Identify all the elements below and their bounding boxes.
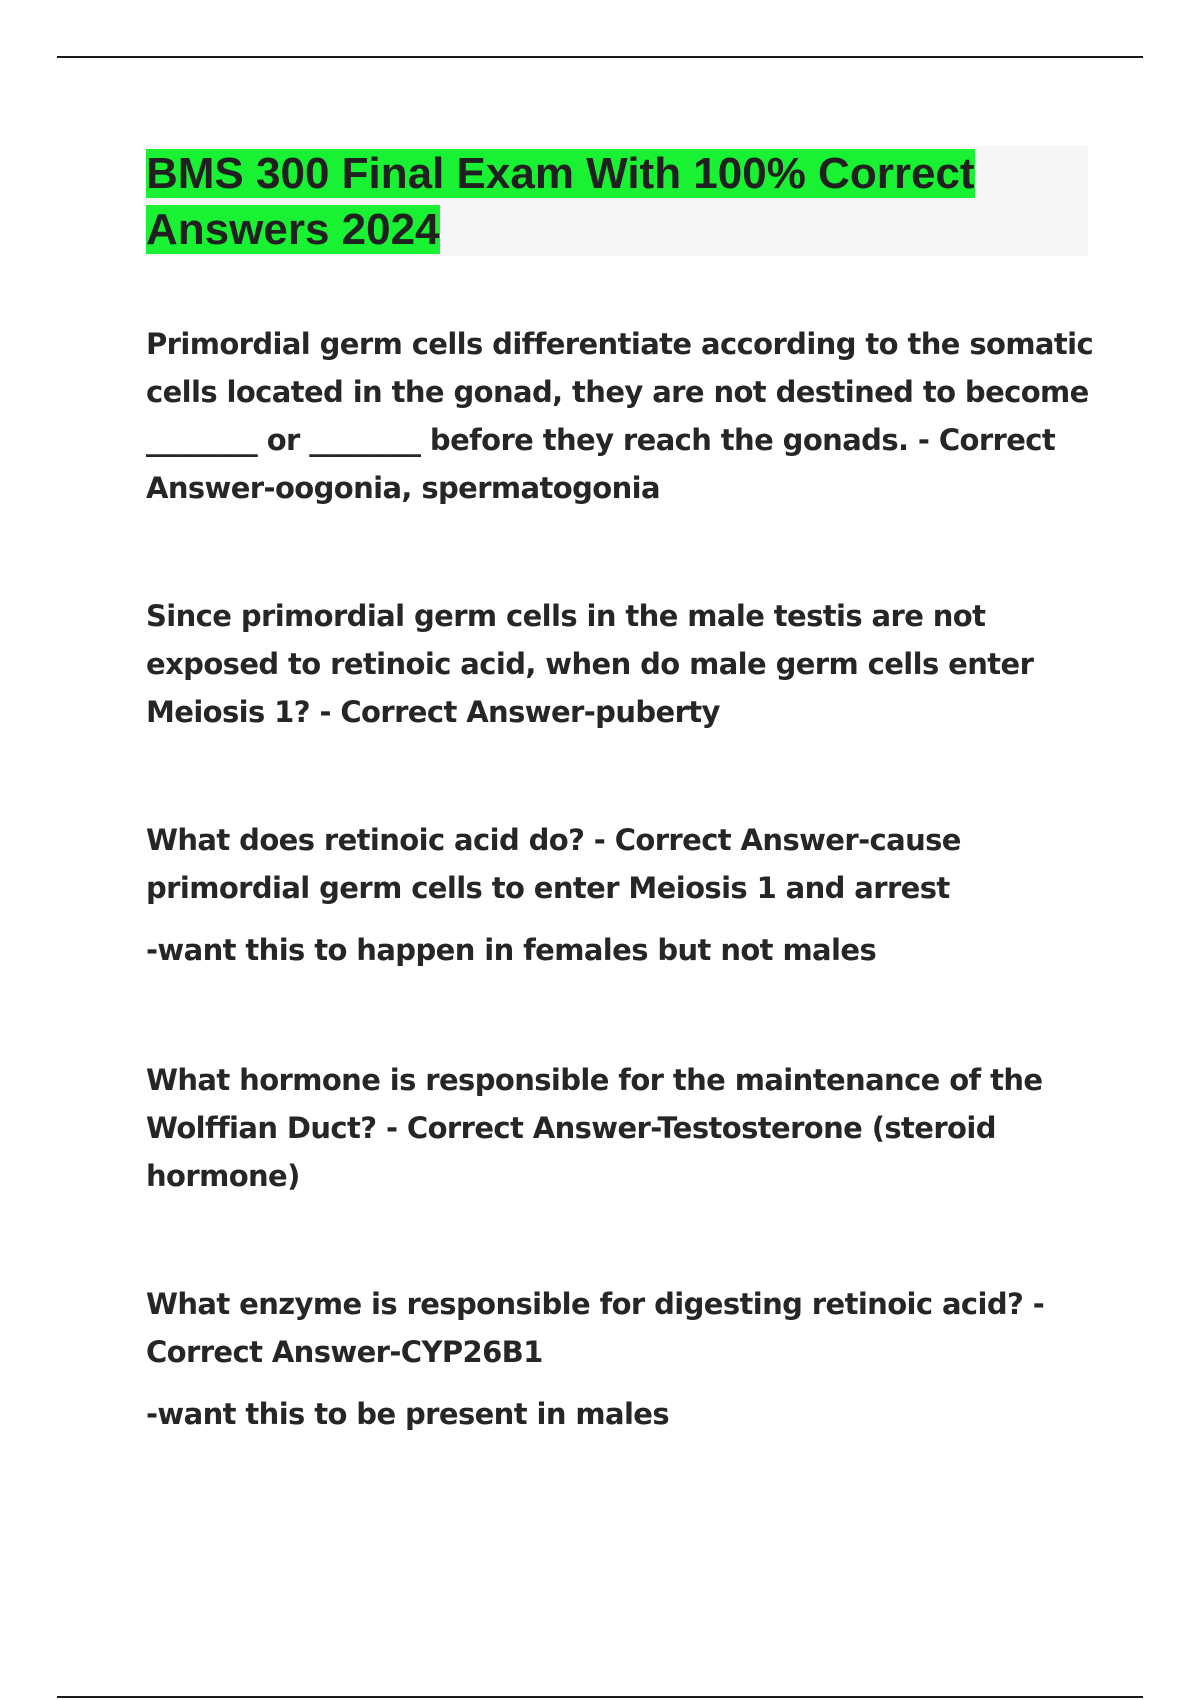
qa-item-2 (146, 592, 1096, 736)
qa-item-3 (146, 816, 1096, 974)
qa-item-3-note: -want this to happen in females but not males (146, 933, 877, 967)
document-title-text: BMS 300 Final Exam With 100% Correct Answers 2024 (146, 149, 975, 254)
qa-item-4-text: What hormone is responsible for the maintenance of the Wolffian Duct? - Correct Answer-Testosterone (steroid hormone) (146, 1063, 1043, 1193)
title-block (146, 146, 1088, 256)
qa-item-5-text: What enzyme is responsible for digesting retinoic acid? - Correct Answer-CYP26B1 (146, 1287, 1045, 1369)
qa-item-1 (146, 320, 1096, 512)
top-divider (57, 56, 1143, 58)
document-title (146, 146, 1056, 258)
bottom-divider (57, 1696, 1143, 1698)
qa-item-3-text: What does retinoic acid do? - Correct Answer-cause primordial germ cells to enter Meiosis 1 and arrest (146, 823, 961, 905)
qa-item-2-text: Since primordial germ cells in the male testis are not exposed to retinoic acid, when do male germ cells enter Meiosis 1? - Correct Answer-puberty (146, 599, 1034, 729)
qa-item-5-note: -want this to be present in males (146, 1397, 670, 1431)
qa-item-4 (146, 1056, 1096, 1200)
qa-item-5 (146, 1280, 1096, 1438)
qa-item-1-text: Primordial germ cells differentiate according to the somatic cells located in the gonad, they are not destined to become ________ or ________ before they reach the gonads. - Correct Answer-oogonia, spermatogonia (146, 327, 1094, 505)
